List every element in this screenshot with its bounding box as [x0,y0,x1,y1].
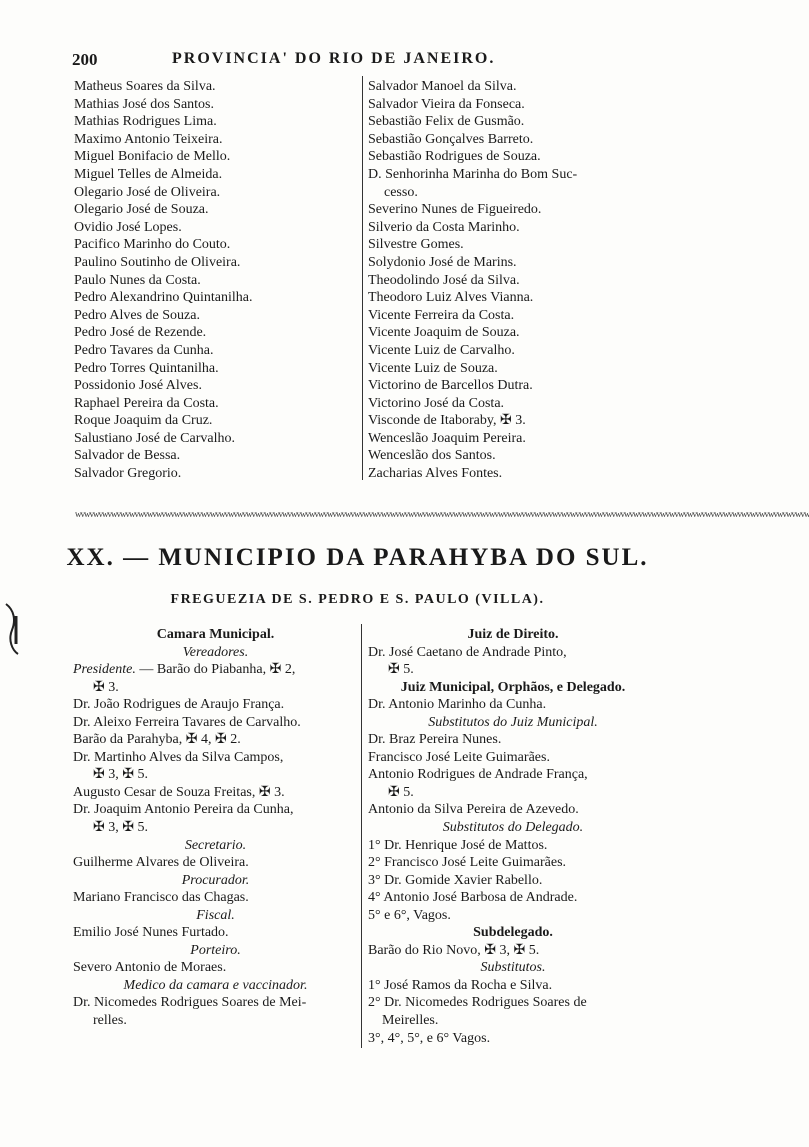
name-entry: Possidonio José Alves. [74,378,202,394]
vereadores-heading: Vereadores. [182,644,249,660]
vereador-entry: Dr. Joaquim Antonio Pereira da Cunha, [73,802,294,818]
porteiro-heading: Porteiro. [190,942,241,958]
name-entry: Olegario José de Souza. [74,202,209,218]
parish-subtitle: FREGUEZIA DE S. PEDRO E S. PAULO (VILLA). [170,592,545,607]
name-entry: Olegario José de Oliveira. [74,184,221,200]
secretario-heading: Secretario. [184,837,247,853]
vereador-continuation: ✠ 3, ✠ 5. [93,820,148,836]
name-entry: Sebastião Rodrigues de Souza. [368,149,541,165]
name-entry: Raphael Pereira da Costa. [74,395,219,411]
page-header [72,50,632,72]
column-divider-bottom [361,624,362,1048]
name-entry: Pedro José de Rezende. [74,325,207,341]
name-entry: Vicente Luiz de Carvalho. [368,342,515,358]
names-column-right [368,78,658,483]
vereador-entry: Barão da Parahyba, ✠ 4, ✠ 2. [73,732,241,748]
name-entry: Salustiano José de Carvalho. [74,430,235,446]
name-entry: Miguel Bonifacio de Mello. [74,149,231,165]
juizo-column [368,626,658,1047]
name-entry: Wenceslão Joaquim Pereira. [368,430,526,446]
name-entry: Maximo Antonio Teixeira. [74,131,223,147]
presidente-text: — Barão do Piabanha, ✠ 2, [135,662,296,678]
name-entry: Pedro Alexandrino Quintanilha. [74,290,253,306]
column-divider-top [362,76,363,480]
porteiro-entry: Severo Antonio de Moraes. [73,960,227,976]
camara-heading: Camara Municipal. [156,627,275,642]
medico-continuation: relles. [93,1013,127,1029]
substituto-entry: Antonio da Silva Pereira de Azevedo. [368,802,579,818]
subdelegado-heading: Subdelegado. [473,925,553,941]
substituto-delegado-entry: 5° e 6°, Vagos. [368,907,451,923]
name-entry: Salvador Gregorio. [74,466,182,482]
substituto-delegado-entry: 2° Francisco José Leite Guimarães. [368,855,567,871]
name-entry: Mathias Rodrigues Lima. [74,114,217,130]
name-entry: Salvador de Bessa. [74,448,181,464]
names-column-left [74,78,359,483]
name-entry: Pedro Alves de Souza. [74,307,200,323]
substituto-continuation: ✠ 5. [388,784,414,800]
name-entry: Victorino de Barcellos Dutra. [368,378,533,394]
name-entry: Visconde de Itaboraby, ✠ 3. [368,413,526,429]
fiscal-heading: Fiscal. [196,907,235,923]
vereador-entry: Dr. João Rodrigues de Araujo França. [73,697,285,713]
name-entry: Mathias José dos Santos. [74,96,214,112]
substituto-entry: Dr. Braz Pereira Nunes. [368,732,502,748]
medico-entry: Dr. Nicomedes Rodrigues Soares de Mei- [73,995,307,1011]
name-entry: Solydonio José de Marins. [368,254,517,270]
juiz-municipal-heading: Juiz Municipal, Orphãos, e Delegado. [400,679,626,695]
presidente-label: Presidente. [73,662,136,678]
substituto-subdelegado-continuation: Meirelles. [382,1013,439,1029]
name-entry: Ovidio José Lopes. [74,219,182,235]
name-entry: Vicente Ferreira da Costa. [368,307,515,323]
vereador-entry: Augusto Cesar de Souza Freitas, ✠ 3. [73,784,285,800]
substituto-delegado-entry: 4° Antonio José Barbosa de Andrade. [368,890,578,906]
juiz-direito-entry: Dr. José Caetano de Andrade Pinto, [368,644,567,660]
name-entry-continuation: cesso. [384,184,418,200]
procurador-heading: Procurador. [181,872,250,888]
name-entry: Silvestre Gomes. [368,237,464,253]
name-entry: Vicente Joaquim de Souza. [368,325,520,341]
name-entry: Paulo Nunes da Costa. [74,272,201,288]
name-entry: Sebastião Gonçalves Barreto. [368,131,534,147]
name-entry: Victorino José da Costa. [368,395,505,411]
name-entry: Pedro Tavares da Cunha. [74,342,214,358]
fiscal-entry: Emilio José Nunes Furtado. [73,925,229,941]
secretario-entry: Guilherme Alvares de Oliveira. [73,855,249,871]
substitutos-delegado-heading: Substitutos do Delegado. [442,820,584,836]
name-entry: Pedro Torres Quintanilha. [74,360,219,376]
presidente-continuation: ✠ 3. [93,679,119,695]
running-title: PROVINCIA' DO RIO DE JANEIRO. [172,50,496,67]
substituto-subdelegado-entry: 1° José Ramos da Rocha e Silva. [368,977,553,993]
name-entry: Miguel Telles de Almeida. [74,166,223,182]
name-entry: Roque Joaquim da Cruz. [74,413,213,429]
name-entry: Salvador Vieira da Fonseca. [368,96,525,112]
name-entry: Matheus Soares da Silva. [74,79,216,94]
name-entry: Zacharias Alves Fontes. [368,466,503,482]
name-entry: Sebastião Felix de Gusmão. [368,114,525,130]
substituto-entry: Francisco José Leite Guimarães. [368,749,550,765]
medico-heading: Medico da camara e vaccinador. [123,977,308,993]
substituto-subdelegado-entry: 3°, 4°, 5°, e 6° Vagos. [368,1030,491,1046]
name-entry: Salvador Manoel da Silva. [368,79,517,94]
name-entry: Severino Nunes de Figueiredo. [368,202,542,218]
presidente-entry [73,661,358,679]
camara-municipal-column [73,626,358,1030]
name-entry: Vicente Luiz de Souza. [368,360,498,376]
name-entry: Theodoro Luiz Alves Vianna. [368,290,534,306]
subdelegado-entry: Barão do Rio Novo, ✠ 3, ✠ 5. [368,942,540,958]
name-entry: Pacifico Marinho do Couto. [74,237,231,253]
juiz-direito-heading: Juiz de Direito. [467,627,559,642]
substituto-entry: Antonio Rodrigues de Andrade França, [368,767,588,783]
page-number: 200 [72,50,98,69]
procurador-entry: Mariano Francisco das Chagas. [73,890,249,906]
substituto-delegado-entry: 1° Dr. Henrique José de Mattos. [368,837,548,853]
name-entry: D. Senhorinha Marinha do Bom Suc- [368,166,578,182]
name-entry: Wenceslão dos Santos. [368,448,496,464]
name-entry: Theodolindo José da Silva. [368,272,520,288]
vereador-entry: Dr. Aleixo Ferreira Tavares de Carvalho. [73,714,301,730]
juiz-municipal-entry: Dr. Antonio Marinho da Cunha. [368,697,547,713]
binding-mark-icon [2,600,24,658]
substituto-subdelegado-entry: 2° Dr. Nicomedes Rodrigues Soares de [368,995,587,1011]
substitutos-juiz-heading: Substitutos do Juiz Municipal. [428,714,598,730]
substituto-delegado-entry: 3° Dr. Gomide Xavier Rabello. [368,872,543,888]
ornamental-rule: wvwvwvwvwvwvwvwvwvwvwvwvwvwvwvwvwvwvwvwvwvwvwvwvwvwvwvwvwvwvwvwvwvwvwvwvwvwvwvwvwvwvwvwvwvwvwvwvwvwvwvwvwvwvwvwvwvwvwvwvwvwvwvwvwvwvwvwvwvwvwvwvwvwvwvwvwvwvwvwvwvw [75,509,809,519]
section-title: XX. — MUNICIPIO DA PARAHYBA DO SUL. [66,544,649,571]
substitutos-heading: Substitutos. [480,960,546,976]
vereador-continuation: ✠ 3, ✠ 5. [93,767,148,783]
vereador-entry: Dr. Martinho Alves da Silva Campos, [73,749,284,765]
name-entry: Paulino Soutinho de Oliveira. [74,254,241,270]
name-entry: Silverio da Costa Marinho. [368,219,520,235]
juiz-direito-continuation: ✠ 5. [388,662,414,678]
